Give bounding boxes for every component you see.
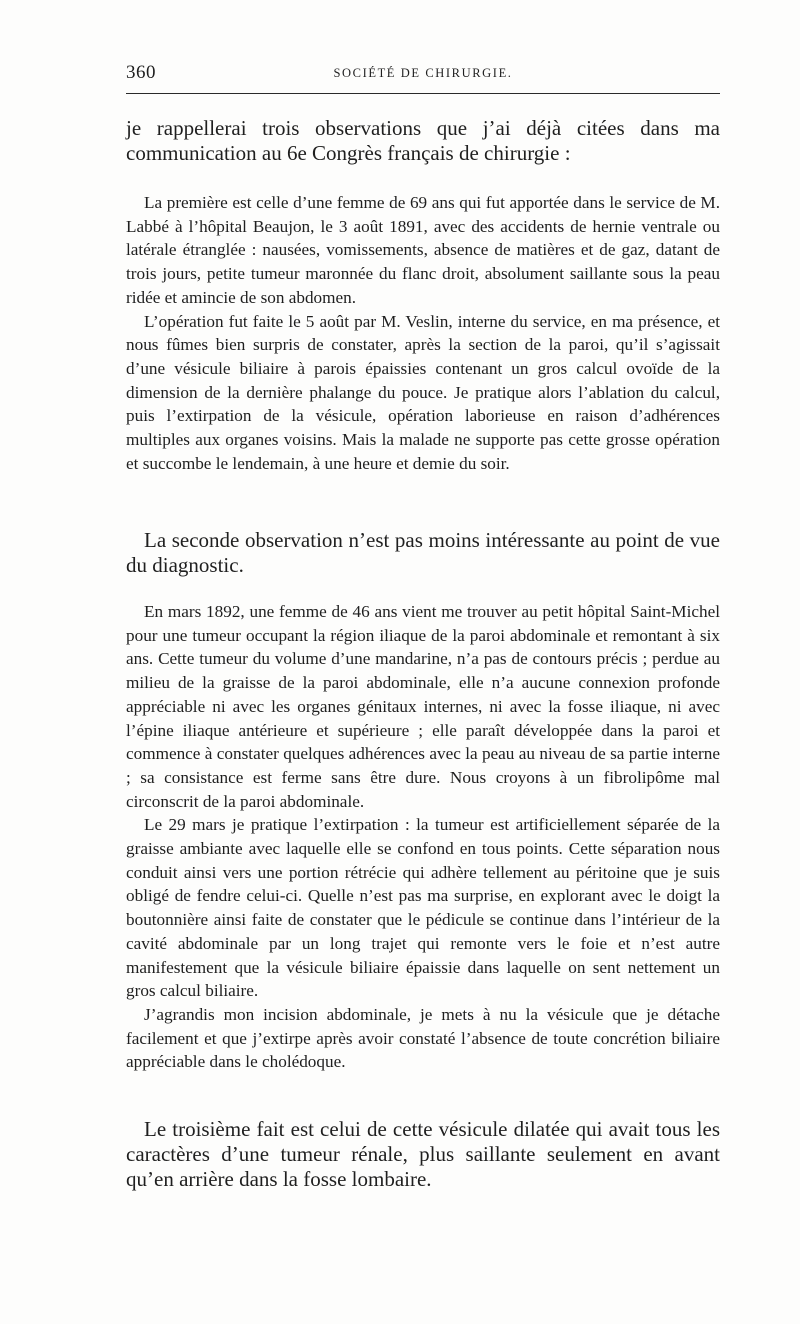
observation-two-paragraph-2: Le 29 mars je pratique l’extirpation : la tumeur est artificiellement séparée de la graisse ambiante avec laquelle elle se confond en tous points. Cette séparation nous conduit ainsi vers une portion rétrécie qui adhère tellement au péritoine que je suis obligé de fendre celui-ci. Quelle n’est pas ma surprise, en explorant avec le doigt la boutonnière ainsi faite de constater que le pédicule se continue dans l’intérieur de la cavité abdominale par un long trajet qui remonte vers le foie et n’est autre manifestement que la vésicule biliaire épaissie dans laquelle on sent nettement un gros calcul biliaire. bbox=[126, 815, 720, 1001]
header-rule bbox=[126, 93, 720, 94]
observation-two-paragraph-1: En mars 1892, une femme de 46 ans vient me trouver au petit hôpital Saint-Michel pour une tumeur occupant la région iliaque de la paroi abdominale et remontant à six ans. Cette tumeur du volume d’une mandarine, n’a pas de contours précis ; perdue au milieu de la graisse de la paroi abdominale, elle n’a aucune connexion profonde appréciable ni avec les organes génitaux internes, ni avec la fosse iliaque, ni avec l’épine iliaque antérieure et supérieure ; elle paraît développée dans la paroi et commence à constater quelques adhérences avec la peau au niveau de sa partie interne ; sa consistance est ferme sans être dure. Nous croyons à un fibrolipôme mal circonscrit de la paroi abdominale. bbox=[126, 602, 720, 811]
observation-one-paragraph-1: La première est celle d’une femme de 69 ans qui fut apportée dans le service de M. Labbé à l’hôpital Beaujon, le 3 août 1891, avec des accidents de hernie ventrale ou latérale étranglée : nausées, vomissements, absence de matières et de gaz, datant de trois jours, petite tumeur maronnée du flanc droit, absolument saillante sous la peau ridée et amincie de son abdomen. bbox=[126, 193, 720, 307]
page-header bbox=[126, 60, 720, 96]
observation-one bbox=[126, 191, 720, 475]
second-intro-paragraph: La seconde observation n’est pas moins intéressante au point de vue du diagnostic. bbox=[126, 528, 720, 577]
running-title: SOCIÉTÉ DE CHIRURGIE. bbox=[333, 66, 513, 80]
observation-two-paragraph-3: J’agrandis mon incision abdominale, je mets à nu la vésicule que je détache facilement et que j’extirpe après avoir constaté l’absence de toute concrétion biliaire appréciable dans le cholédoque. bbox=[126, 1004, 720, 1072]
observation-one-paragraph-2: L’opération fut faite le 5 août par M. Veslin, interne du service, en ma présence, et nous fûmes bien surpris de constater, après la section de la paroi, qu’il s’agissait d’une vésicule biliaire à parois épaissies contenant un gros calcul ovoïde de la dimension de la dernière phalange du pouce. Je pratique alors l’ablation du calcul, puis l’extirpation de la vésicule, opération laborieuse en raison d’adhérences multiples aux organes voisins. Mais la malade ne supporte pas cette grosse opération et succombe le lendemain, à une heure et demie du soir. bbox=[126, 311, 720, 473]
page-number: 360 bbox=[126, 62, 156, 83]
observation-two bbox=[126, 600, 720, 1074]
third-intro-paragraph: Le troisième fait est celui de cette vésicule dilatée qui avait tous les caractères d’une tumeur rénale, plus saillante seulement en avant qu’en arrière dans la fosse lombaire. bbox=[126, 1117, 720, 1191]
intro-paragraph: je rappellerai trois observations que j’ai déjà citées dans ma communication au 6e Congrès français de chirurgie : bbox=[126, 116, 720, 165]
